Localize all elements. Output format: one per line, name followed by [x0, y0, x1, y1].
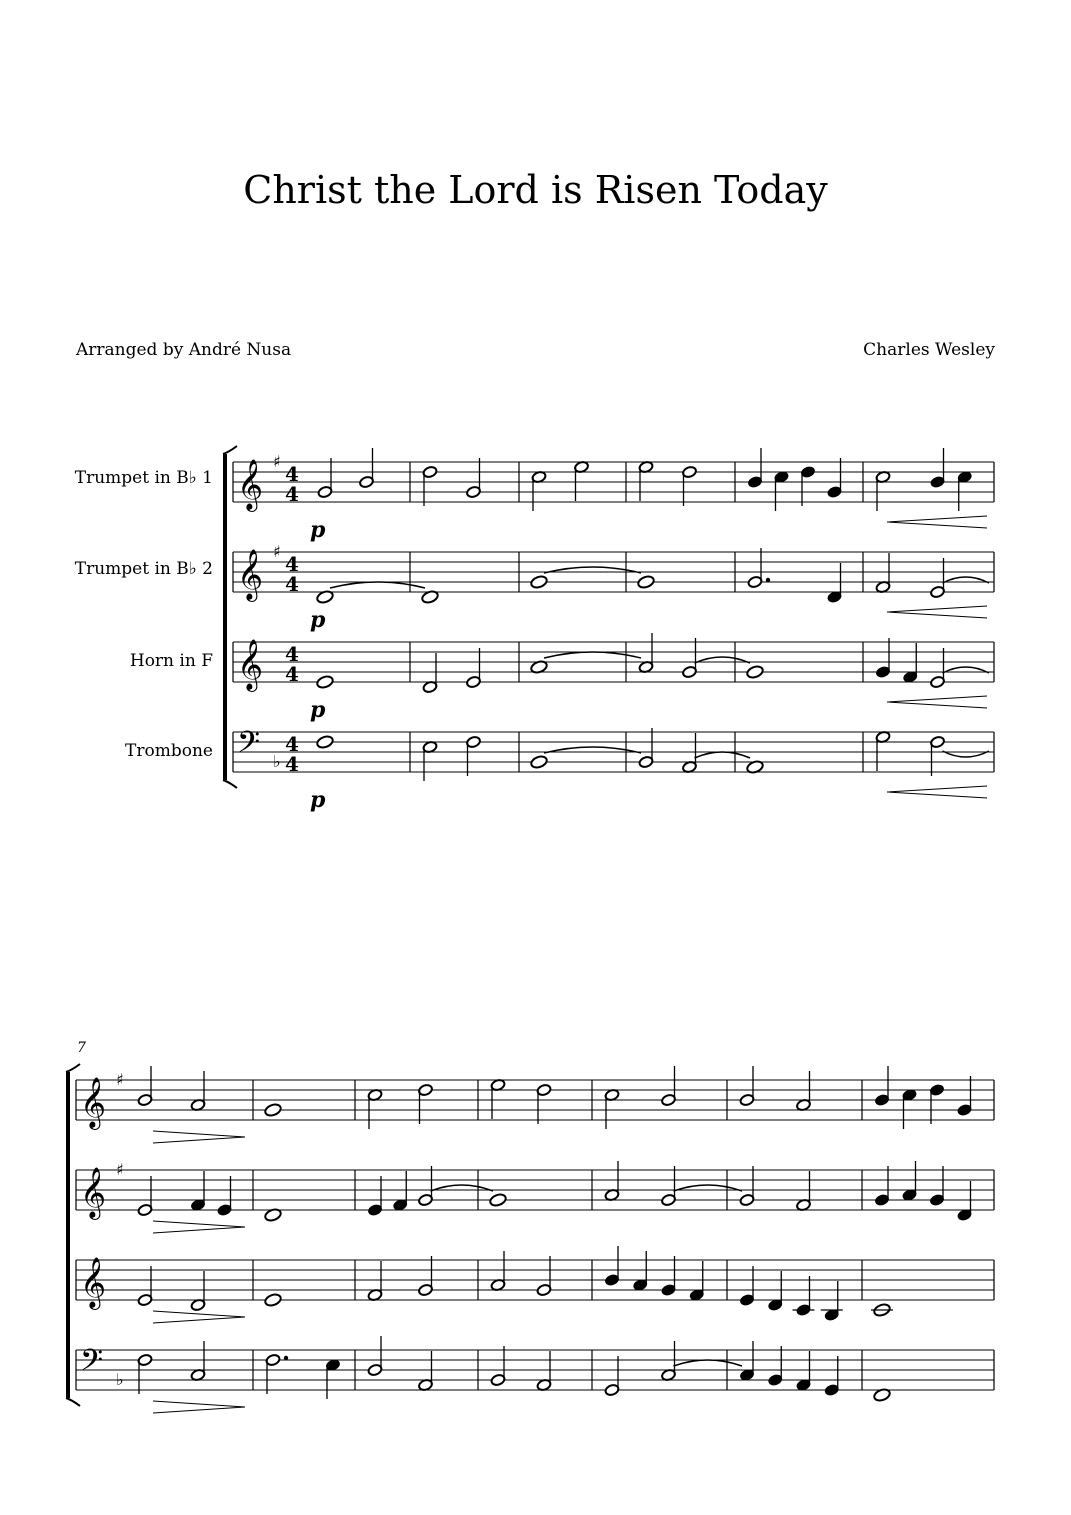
crescendo-hairpin [887, 516, 987, 528]
sharp-key-icon: ♯ [273, 452, 281, 471]
crescendo-hairpin [887, 786, 987, 798]
augmentation-dot [766, 578, 770, 582]
composer-credit: Charles Wesley [863, 340, 995, 360]
treble-clef-icon: 𝄞 [237, 459, 264, 510]
bass-clef-icon: 𝄢 [80, 1344, 104, 1385]
score-title: Christ the Lord is Risen Today [243, 168, 828, 212]
instrument-label-trombone: Trombone [125, 741, 213, 761]
treble-clef-icon: 𝄞 [80, 1077, 107, 1128]
note-head [637, 575, 655, 590]
sharp-key-icon: ♯ [116, 1160, 124, 1179]
dynamic-piano: p [310, 787, 326, 813]
arranger-credit: Arranged by André Nusa [76, 340, 292, 360]
note-head [530, 755, 548, 770]
time-signature-bottom: 4 [285, 662, 299, 686]
bracket-bottom-hook [223, 780, 237, 788]
time-signature-bottom: 4 [285, 752, 299, 776]
tie [674, 1360, 743, 1366]
time-signature-bottom: 4 [285, 572, 299, 596]
bracket-top-hook [66, 1064, 80, 1072]
bass-clef-icon: 𝄢 [237, 726, 261, 767]
instrument-label-horn: Horn in F [129, 651, 213, 671]
treble-clef-icon: 𝄞 [237, 639, 264, 690]
time-signature-top: 4 [285, 462, 299, 486]
time-signature-top: 4 [285, 732, 299, 756]
time-signature-top: 4 [285, 642, 299, 666]
tie [695, 752, 751, 758]
flat-key-icon: ♭ [273, 752, 281, 771]
decrescendo-hairpin [153, 1311, 245, 1323]
measure-number: 7 [77, 1040, 86, 1056]
note-head [316, 735, 334, 750]
dynamic-piano: p [310, 697, 326, 723]
note-head [316, 675, 334, 690]
tie [330, 582, 425, 588]
decrescendo-hairpin [153, 1131, 245, 1143]
instrument-label-trumpet-2: Trumpet in B♭ 2 [74, 559, 213, 579]
treble-clef-icon: 𝄞 [237, 549, 264, 600]
note-head [746, 665, 764, 680]
note-head [489, 1193, 507, 1208]
bracket-bottom-hook [66, 1398, 80, 1406]
crescendo-hairpin [887, 696, 987, 708]
bracket-top-hook [223, 446, 237, 454]
sharp-key-icon: ♯ [273, 542, 281, 561]
time-signature-bottom: 4 [285, 482, 299, 506]
note-head [264, 1293, 282, 1308]
time-signature-top: 4 [285, 552, 299, 576]
decrescendo-hairpin [153, 1221, 245, 1233]
note-head [264, 1103, 282, 1118]
instrument-label-trumpet-1: Trumpet in B♭ 1 [74, 468, 213, 488]
crescendo-hairpin [887, 606, 987, 618]
dynamic-piano: p [310, 607, 326, 633]
treble-clef-icon: 𝄞 [80, 1167, 107, 1218]
flat-key-icon: ♭ [116, 1370, 124, 1389]
decrescendo-hairpin [153, 1401, 245, 1413]
treble-clef-icon: 𝄞 [80, 1257, 107, 1308]
dynamic-piano: p [310, 517, 326, 543]
sharp-key-icon: ♯ [116, 1070, 124, 1089]
note-head [530, 575, 548, 590]
augmentation-dot [284, 1356, 288, 1360]
